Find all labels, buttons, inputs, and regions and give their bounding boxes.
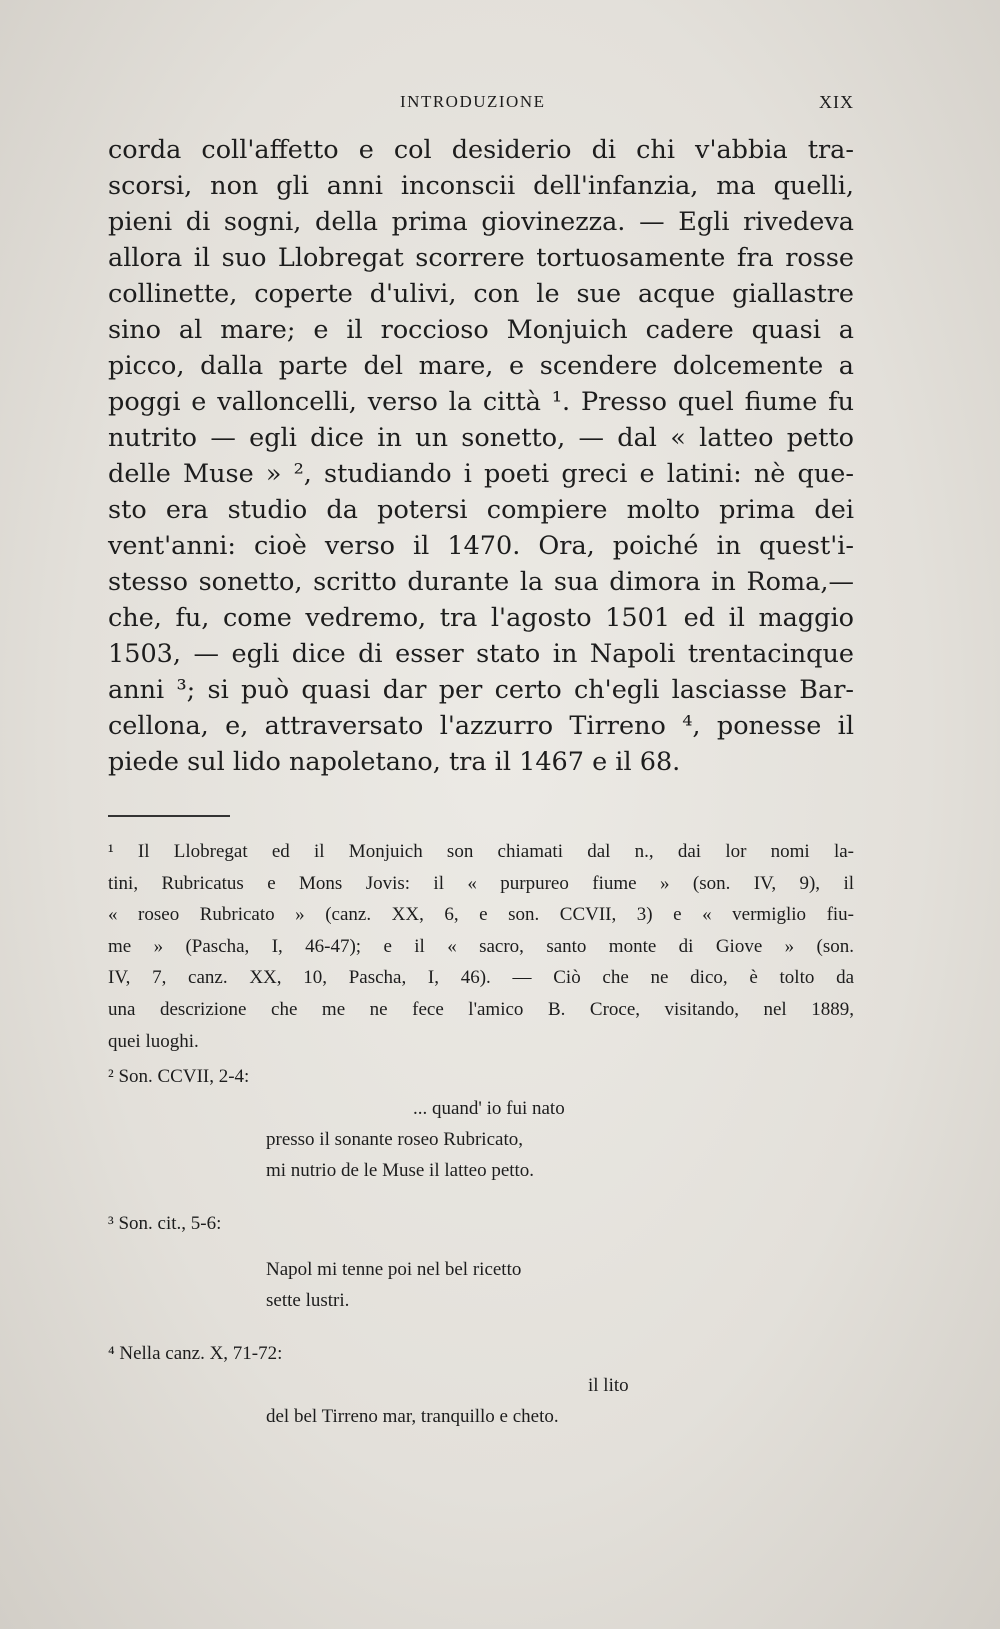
- text-line: anni ³; si può quasi dar per certo ch'egli lasciasse Bar-: [108, 675, 854, 705]
- text-line: vent'anni: cioè verso il 1470. Ora, poiché in quest'i-: [108, 531, 854, 561]
- text-line: poggi e valloncelli, verso la città ¹. Presso quel fiume fu: [108, 387, 854, 417]
- main-text: [108, 132, 854, 780]
- text-line: sto era studio da potersi compiere molto prima dei: [108, 495, 854, 525]
- footnotes: [108, 836, 854, 1432]
- footnote-heading: ³ Son. cit., 5-6:: [108, 1213, 222, 1235]
- footnote-rule: [108, 815, 230, 817]
- footnote-1: [108, 836, 854, 1057]
- footnote-line: una descrizione che me ne fece l'amico B. Croce, visitando, nel 1889,: [108, 998, 854, 1020]
- footnote-2: [108, 1061, 854, 1186]
- footnote-heading: ² Son. CCVII, 2-4:: [108, 1066, 250, 1088]
- verse-line: presso il sonante roseo Rubricato,: [266, 1129, 523, 1151]
- text-line: sino al mare; e il roccioso Monjuich cadere quasi a: [108, 315, 854, 345]
- text-line: corda coll'affetto e col desiderio di chi v'abbia tra-: [108, 135, 854, 165]
- text-line: stesso sonetto, scritto durante la sua dimora in Roma,—: [108, 567, 854, 597]
- text-line: piede sul lido napoletano, tra il 1467 e il 68.: [108, 747, 681, 777]
- text-line: collinette, coperte d'ulivi, con le sue acque giallastre: [108, 279, 854, 309]
- spacer: [108, 1240, 854, 1254]
- verse-line: sette lustri.: [266, 1290, 350, 1312]
- footnote-line: « roseo Rubricato » (canz. XX, 6, e son. CCVII, 3) e « vermiglio fiu-: [108, 904, 854, 926]
- footnote-3: [108, 1208, 854, 1316]
- page-number: XIX: [819, 92, 854, 112]
- text-line: che, fu, come vedremo, tra l'agosto 1501 ed il maggio: [108, 603, 854, 633]
- text-line: allora il suo Llobregat scorrere tortuosamente fra rosse: [108, 243, 854, 273]
- footnote-line: tini, Rubricatus e Mons Jovis: il « purpureo fiume » (son. IV, 9), il: [108, 872, 854, 894]
- text-line: cellona, e, attraversato l'azzurro Tirreno ⁴, ponesse il: [108, 711, 854, 741]
- verse-line: ... quand' io fui nato: [413, 1098, 565, 1120]
- verse-line: mi nutrio de le Muse il latteo petto.: [266, 1160, 535, 1182]
- footnote-line: quei luoghi.: [108, 1030, 199, 1052]
- text-line: pieni di sogni, della prima giovinezza. — Egli rivedeva: [108, 207, 854, 237]
- text-line: delle Muse » ², studiando i poeti greci e latini: nè que-: [108, 459, 854, 489]
- footnote-line: ¹ Il Llobregat ed il Monjuich son chiamati dal n., dai lor nomi la-: [108, 841, 854, 862]
- footnote-4: [108, 1338, 854, 1432]
- text-line: nutrito — egli dice in un sonetto, — dal « latteo petto: [108, 423, 854, 453]
- footnote-heading: ⁴ Nella canz. X, 71-72:: [108, 1343, 283, 1365]
- spacer: [108, 1186, 854, 1208]
- page-header: [108, 92, 854, 122]
- verse-line: del bel Tirreno mar, tranquillo e cheto.: [266, 1406, 559, 1428]
- running-title: INTRODUZIONE: [400, 92, 546, 111]
- spacer: [108, 1316, 854, 1338]
- verse-line: il lito: [588, 1375, 629, 1397]
- text-line: picco, dalla parte del mare, e scendere dolcemente a: [108, 351, 854, 381]
- footnote-line: me » (Pascha, I, 46-47); e il « sacro, santo monte di Giove » (son.: [108, 935, 854, 957]
- text-line: scorsi, non gli anni inconscii dell'infanzia, ma quelli,: [108, 171, 854, 201]
- text-line: 1503, — egli dice di esser stato in Napoli trentacinque: [108, 639, 854, 669]
- verse-line: Napol mi tenne poi nel bel ricetto: [266, 1259, 522, 1281]
- footnote-line: IV, 7, canz. XX, 10, Pascha, I, 46). — Ciò che ne dico, è tolto da: [108, 967, 854, 989]
